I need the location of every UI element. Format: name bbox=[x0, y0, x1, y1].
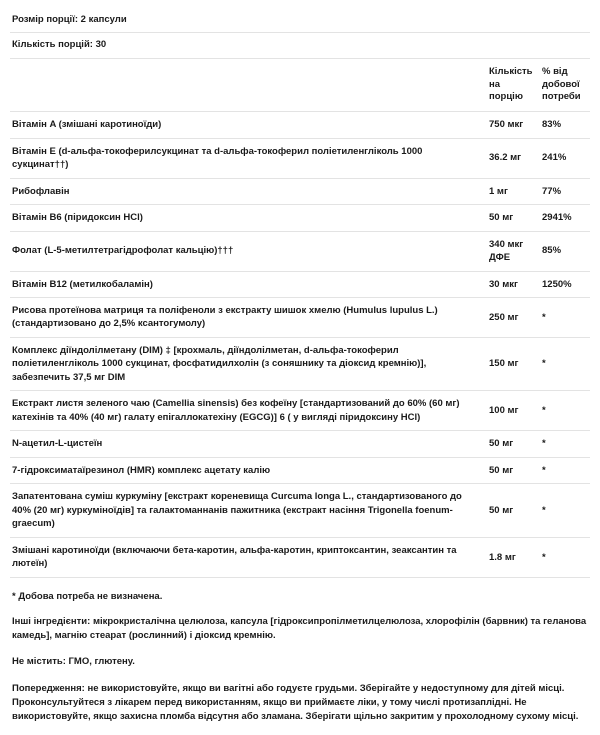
ingredient-amount: 50 мг bbox=[487, 457, 540, 483]
ingredient-name: Екстракт листя зеленого чаю (Camellia sinensis) без кофеїну [стандартизований до 60% (60 мг) катехінів та 40% (40 мг) галату епігаллокатехіну (EGCG)] 6 ( у вигляді піридоксину HCl) bbox=[10, 391, 487, 431]
ingredient-name: Запатентована суміш куркуміну [екстракт кореневища Curcuma longa L., стандартизованого до 40% (20 мг) куркуміноїдів] та галактоманнанів пажитника (екстракт насіння Trigonella foenum-graecum) bbox=[10, 484, 487, 537]
supplement-facts-table bbox=[10, 59, 590, 578]
ingredient-amount: 340 мкг ДФЕ bbox=[487, 231, 540, 271]
daily-value-footnote: * Добова потреба не визначена. bbox=[12, 590, 163, 602]
other-ingredients: Інші інгредієнти: мікрокристалічна целюлоза, капсула [гідроксипропілметилцелюлоза, хлорофілін (барвник) та геланова камедь], магнію стеарат (рослинний) і діоксид кремнію. bbox=[12, 616, 587, 642]
ingredient-name: Рисова протеїнова матриця та поліфеноли з екстракту шишок хмелю (Humulus lupulus L.) (стандартизовано до 2,5% ксантогумолу) bbox=[10, 298, 487, 338]
ingredient-amount: 50 мг bbox=[487, 484, 540, 537]
table-row bbox=[10, 391, 590, 431]
ingredient-amount: 36.2 мг bbox=[487, 138, 540, 178]
warning-statement: Попередження: не використовуйте, якщо ви вагітні або годуєте грудьми. Зберігайте у недоступному для дітей місці. Проконсультуйтеся з лікарем перед використанням, якщо ви приймаєте ліки, у тому числі протизаплідні. Не використовуйте, якщо захисна пломба відсутня або зламана. Зберігати щільно закритим у прохолодному сухому місці. bbox=[12, 682, 579, 723]
ingredient-name: Змішані каротиноїди (включаючи бета-каротин, альфа-каротин, криптоксантин, зеаксантин та лютеїн) bbox=[10, 537, 487, 577]
table-row bbox=[10, 138, 590, 178]
ingredient-daily-value: 1250% bbox=[540, 271, 590, 297]
table-row bbox=[10, 431, 590, 457]
ingredient-amount: 30 мкг bbox=[487, 271, 540, 297]
ingredient-amount: 150 мг bbox=[487, 337, 540, 390]
ingredient-daily-value: * bbox=[540, 337, 590, 390]
column-header-ingredient bbox=[10, 59, 487, 112]
column-header-amount-per-serving: Кількість на порцію bbox=[487, 59, 540, 112]
ingredient-amount: 1.8 мг bbox=[487, 537, 540, 577]
ingredient-daily-value: * bbox=[540, 537, 590, 577]
free-from-statement: Не містить: ГМО, глютену. bbox=[12, 655, 135, 667]
ingredient-name: N-ацетил-L-цистеїн bbox=[10, 431, 487, 457]
ingredient-name: Вітамін A (змішані каротиноїди) bbox=[10, 112, 487, 138]
table-row bbox=[10, 298, 590, 338]
ingredient-daily-value: * bbox=[540, 298, 590, 338]
ingredient-daily-value: 77% bbox=[540, 178, 590, 204]
column-header-daily-value: % від добової потреби bbox=[540, 59, 590, 112]
ingredient-daily-value: * bbox=[540, 484, 590, 537]
table-row bbox=[10, 337, 590, 390]
ingredient-amount: 1 мг bbox=[487, 178, 540, 204]
ingredient-name: Вітамін E (d-альфа-токоферилсукцинат та d-альфа-токоферил поліетиленгліколь 1000 сукцинат††) bbox=[10, 138, 487, 178]
table-header bbox=[10, 59, 590, 112]
footnotes bbox=[10, 590, 590, 725]
ingredient-name: Рибофлавін bbox=[10, 178, 487, 204]
table-body bbox=[10, 112, 590, 578]
ingredient-daily-value: 83% bbox=[540, 112, 590, 138]
ingredient-daily-value: * bbox=[540, 391, 590, 431]
ingredient-daily-value: 2941% bbox=[540, 205, 590, 231]
table-row bbox=[10, 457, 590, 483]
table-header-row bbox=[10, 59, 590, 112]
ingredient-daily-value: * bbox=[540, 457, 590, 483]
ingredient-name: Вітамін B6 (піридоксин HCl) bbox=[10, 205, 487, 231]
table-row bbox=[10, 537, 590, 577]
table-row bbox=[10, 205, 590, 231]
ingredient-daily-value: 85% bbox=[540, 231, 590, 271]
serving-count: Кількість порцій: 30 bbox=[10, 33, 590, 58]
ingredient-name: 7-гідроксиматаїрезинол (HMR) комплекс ацетату калію bbox=[10, 457, 487, 483]
table-row bbox=[10, 178, 590, 204]
table-row bbox=[10, 484, 590, 537]
ingredient-amount: 750 мкг bbox=[487, 112, 540, 138]
table-row bbox=[10, 231, 590, 271]
ingredient-daily-value: 241% bbox=[540, 138, 590, 178]
ingredient-name: Комплекс діїндолілметану (DIM) ‡ [крохмаль, діїндолілметан, d-альфа-токоферил поліетиленгліколь 1000 сукцинат, фосфатидилхолін (з соняшнику та діоксид кремнію)], забезпечить 37,5 мг DIM bbox=[10, 337, 487, 390]
ingredient-name: Вітамін B12 (метилкобаламін) bbox=[10, 271, 487, 297]
ingredient-name: Фолат (L-5-метилтетрагідрофолат кальцію)††† bbox=[10, 231, 487, 271]
table-row bbox=[10, 112, 590, 138]
table-row bbox=[10, 271, 590, 297]
ingredient-amount: 250 мг bbox=[487, 298, 540, 338]
ingredient-amount: 50 мг bbox=[487, 205, 540, 231]
ingredient-daily-value: * bbox=[540, 431, 590, 457]
ingredient-amount: 100 мг bbox=[487, 391, 540, 431]
ingredient-amount: 50 мг bbox=[487, 431, 540, 457]
serving-size: Розмір порції: 2 капсули bbox=[10, 8, 590, 33]
